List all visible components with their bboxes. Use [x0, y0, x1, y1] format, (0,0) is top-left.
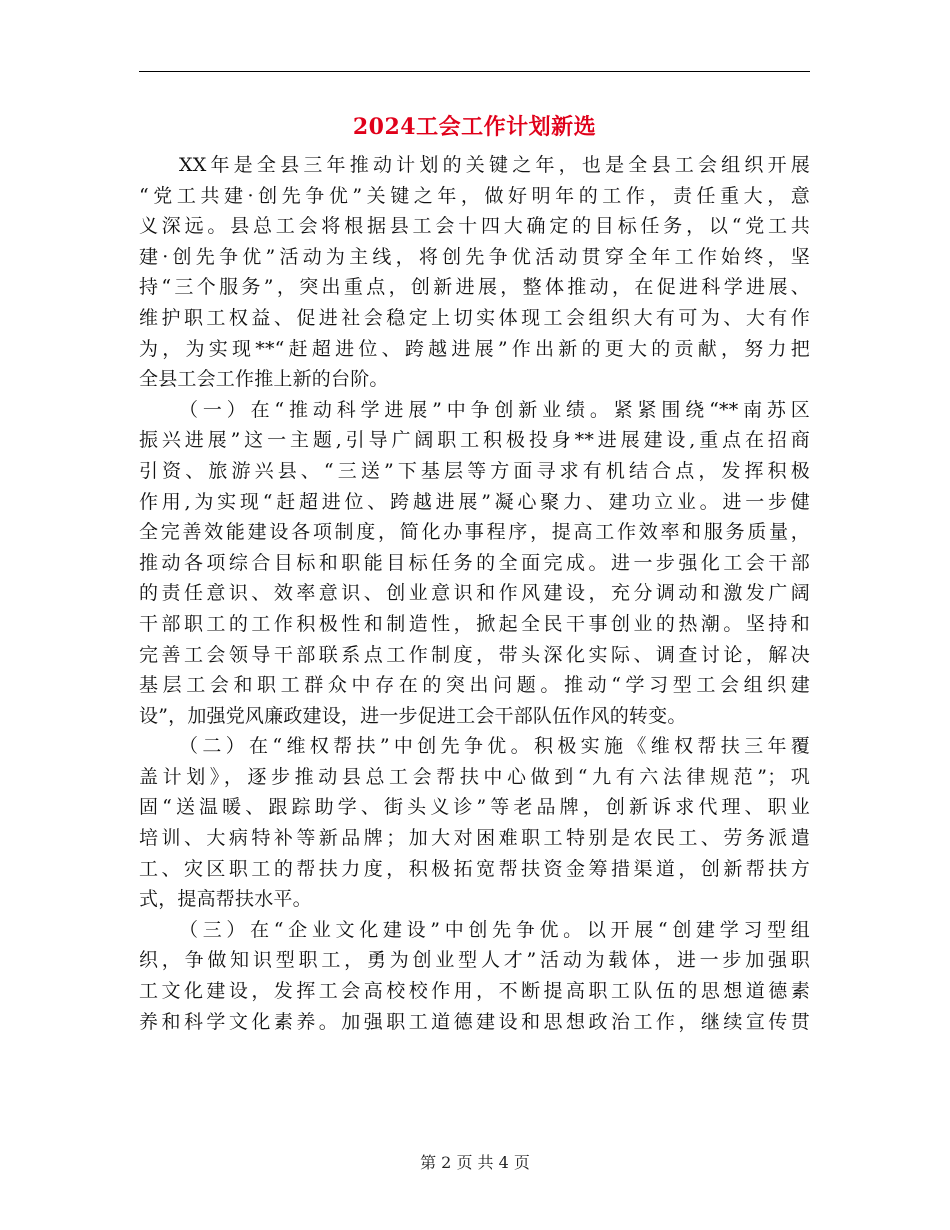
text-line: 培训、大病特补等新品牌；加大对困难职工特别是农民工、劳务派遣	[139, 827, 810, 850]
text-line: 固“送温暖、跟踪助学、街头义诊”等老品牌，创新诉求代理、职业	[139, 796, 810, 819]
text-line: 义深远。县总工会将根据县工会十四大确定的目标任务，以“党工共	[139, 215, 810, 238]
document-title: 2024工会工作计划新选	[352, 114, 597, 140]
paragraph-section-1	[139, 395, 810, 732]
text-line: 作用,为实现“赶超进位、跨越进展”凝心聚力、建功立业。进一步健	[139, 490, 810, 513]
page-number-footer: 第 2 页 共 4 页	[420, 1153, 530, 1172]
text-line: 盖计划》，逐步推动县总工会帮扶中心做到“九有六法律规范”；巩	[139, 765, 810, 788]
text-line: 持“三个服务”，突出重点，创新进展，整体推动，在促进科学进展、	[139, 276, 810, 299]
paragraph-section-3	[139, 915, 810, 1037]
text-line: （一）在“推动科学进展”中争创新业绩。紧紧围绕“**南苏区	[179, 398, 810, 421]
text-line: 的责任意识、效率意识、创业意识和作风建设，充分调动和激发广阔	[139, 582, 810, 605]
text-line: 建·创先争优”活动为主线，将创先争优活动贯穿全年工作始终，坚	[139, 245, 810, 268]
text-line: 完善工会领导干部联系点工作制度，带头深化实际、调查讨论，解决	[139, 643, 810, 666]
text-line: 工、灾区职工的帮扶力度，积极拓宽帮扶资金筹措渠道，创新帮扶方	[139, 857, 810, 880]
text-line: “党工共建·创先争优”关键之年，做好明年的工作，责任重大，意	[139, 184, 810, 207]
text-line: 设”，加强党风廉政建设，进一步促进工会干部队伍作风的转变。	[139, 704, 687, 727]
text-line: 干部职工的工作积极性和制造性，掀起全民干事创业的热潮。坚持和	[139, 612, 810, 635]
text-line: 式，提高帮扶水平。	[139, 888, 312, 911]
text-line: 工文化建设，发挥工会高校校作用，不断提高职工队伍的思想道德素	[139, 980, 810, 1003]
text-line: 推动各项综合目标和职能目标任务的全面完成。进一步强化工会干部	[139, 551, 810, 574]
text-line: 引资、旅游兴县、“三送”下基层等方面寻求有机结合点，发挥积极	[139, 459, 810, 482]
text-line: 为，为实现**“赶超进位、跨越进展”作出新的更大的贡献，努力把	[139, 337, 810, 360]
header-rule	[139, 71, 810, 72]
text-line: 振兴进展”这一主题,引导广阔职工积极投身**进展建设,重点在招商	[139, 429, 810, 452]
text-line: 织，争做知识型职工，勇为创业型人才”活动为载体，进一步加强职	[139, 949, 810, 972]
text-line: 养和科学文化素养。加强职工道德建设和思想政治工作，继续宣传贯	[139, 1010, 810, 1033]
text-line: 维护职工权益、促进社会稳定上切实体现工会组织大有可为、大有作	[139, 306, 810, 329]
text-line: XX年是全县三年推动计划的关键之年，也是全县工会组织开展	[179, 154, 810, 176]
document-body	[139, 150, 810, 1037]
text-line: 基层工会和职工群众中存在的突出问题。推动“学习型工会组织建	[139, 674, 810, 697]
text-line: （二）在“维权帮扶”中创先争优。积极实施《维权帮扶三年覆	[179, 735, 810, 758]
text-line: 全县工会工作推上新的台阶。	[139, 368, 389, 391]
paragraph-section-2	[139, 731, 810, 915]
paragraph-intro	[139, 150, 810, 395]
text-line: （三）在“企业文化建设”中创先争优。以开展“创建学习型组	[179, 918, 810, 941]
text-line: 全完善效能建设各项制度，简化办事程序，提高工作效率和服务质量，	[139, 521, 810, 544]
